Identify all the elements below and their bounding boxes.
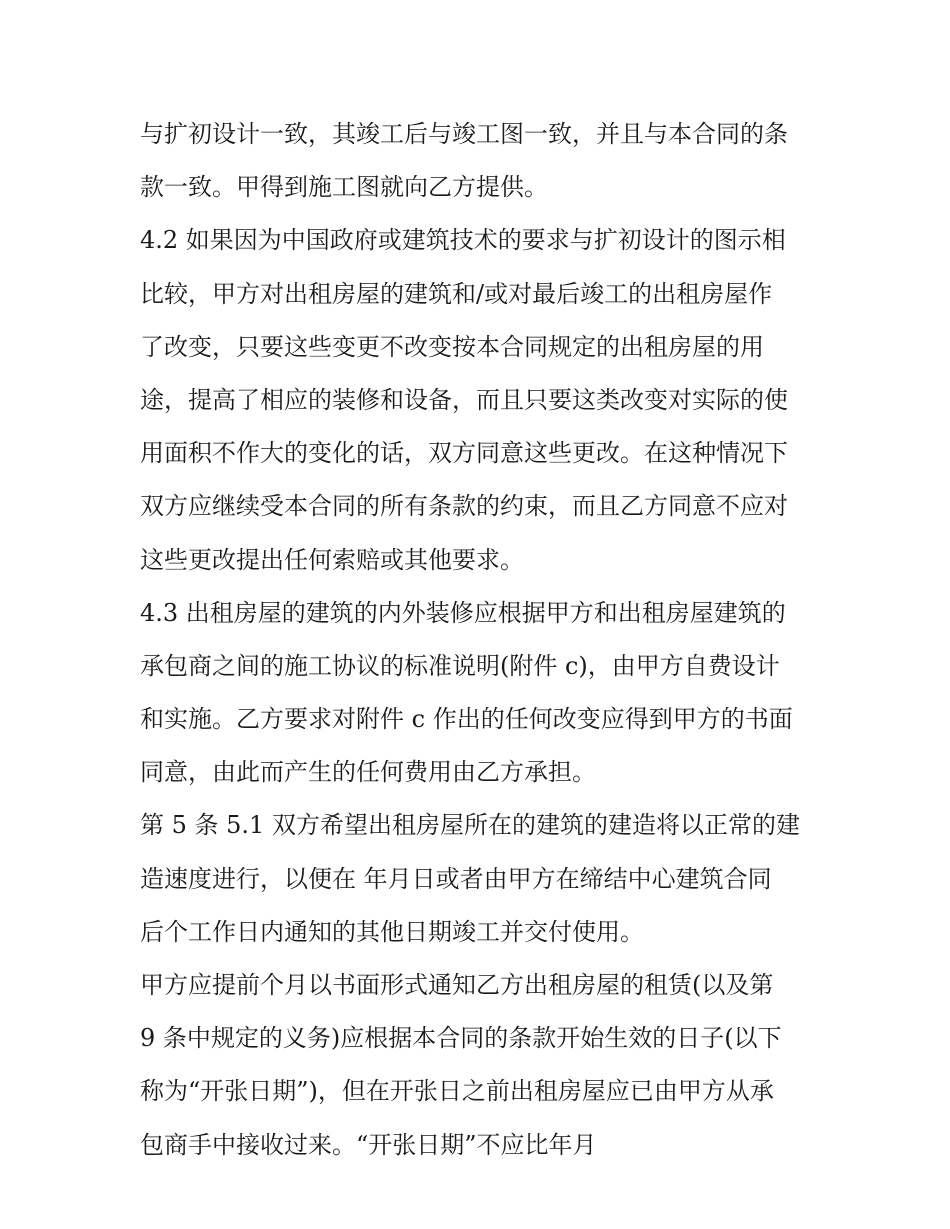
document-body — [140, 108, 820, 1172]
text-line: 了改变，只要这些变更不改变按本合同规定的出租房屋的用 — [140, 332, 764, 361]
text-line: 包商手中接收过来。“开张日期”不应比年月 — [140, 1130, 597, 1159]
text-line: 造速度进行，以便在 年月日或者由甲方在缔结中心建筑合同 — [140, 864, 772, 893]
text-line: 与扩初设计一致，其竣工后与竣工图一致，并且与本合同的条 — [140, 120, 788, 148]
text-line: 9 条中规定的义务)应根据本合同的条款开始生效的日子(以下 — [140, 1024, 782, 1053]
text-line: 双方应继续受本合同的所有条款的约束，而且乙方同意不应对 — [140, 492, 788, 521]
text-line: 比较，甲方对出租房屋的建筑和/或对最后竣工的出租房屋作 — [140, 279, 773, 308]
text-line: 称为“开张日期”)，但在开张日之前出租房屋应已由甲方从承 — [140, 1077, 774, 1106]
text-line: 4.2 如果因为中国政府或建筑技术的要求与扩初设计的图示相 — [140, 226, 786, 255]
text-line: 途，提高了相应的装修和设备，而且只要这类改变对实际的使 — [140, 385, 788, 414]
text-line: 用面积不作大的变化的话，双方同意这些更改。在这种情况下 — [140, 439, 788, 468]
text-line: 款一致。甲得到施工图就向乙方提供。 — [140, 173, 548, 202]
text-line: 甲方应提前个月以书面形式通知乙方出租房屋的租赁(以及第 — [140, 971, 774, 999]
text-line: 4.3 出租房屋的建筑的内外装修应根据甲方和出租房屋建筑的 — [140, 598, 786, 627]
text-line: 第 5 条 5.1 双方希望出租房屋所在的建筑的建造将以正常的建 — [140, 811, 800, 840]
text-line: 承包商之间的施工协议的标准说明(附件 c)，由甲方自费设计 — [140, 651, 780, 680]
text-line: 和实施。乙方要求对附件 c 作出的任何改变应得到甲方的书面 — [140, 705, 793, 734]
text-line: 后个工作日内通知的其他日期竣工并交付使用。 — [140, 917, 644, 946]
text-line: 同意，由此而产生的任何费用由乙方承担。 — [140, 758, 596, 787]
text-line: 这些更改提出任何索赔或其他要求。 — [140, 545, 524, 574]
